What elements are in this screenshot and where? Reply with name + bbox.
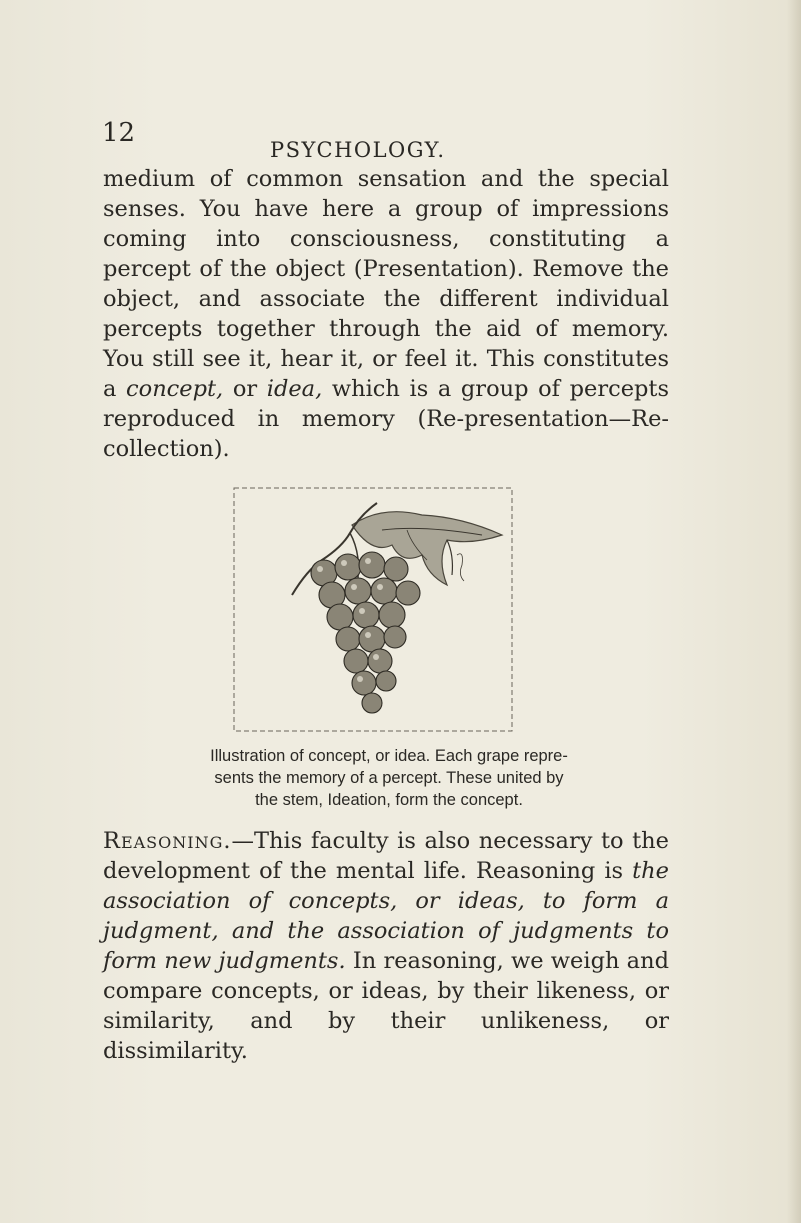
- caption-line: Illustration of concept, or idea. Each grape repre-: [210, 747, 568, 765]
- paragraph-concept: [103, 164, 669, 464]
- paragraph2-text-end: In reasoning, we weigh and compare concepts, or ideas, by their likeness, or similarity, and by their unlikeness, or dissimilarity.: [103, 948, 669, 1064]
- page-edge-shadow: [787, 0, 801, 1223]
- term-idea: idea,: [266, 376, 323, 402]
- term-concept: concept,: [126, 376, 224, 402]
- reasoning-definition: the association of concepts, or ideas, to form a judgment, and the association of judgments to form new judgments.: [103, 858, 669, 974]
- paragraph1-text-start: medium of common sensation and the special senses. You have here a group of impressions coming into consciousness, constituting a percept of the object (Presentation). Remove the object, and associate the different individual percepts together through the aid of memory. You still see it, hear it, or feel it. This constitutes a: [103, 166, 669, 402]
- caption-line: the stem, Ideation, form the concept.: [255, 791, 523, 809]
- heading-dash: —: [231, 828, 255, 854]
- grapes-icon: [311, 552, 420, 713]
- paragraph1-or: or: [223, 376, 267, 402]
- caption-line: sents the memory of a percept. These united by: [214, 769, 564, 787]
- paragraph-reasoning: [103, 826, 669, 1066]
- grape-cluster-illustration: [232, 485, 514, 735]
- figure-caption: [142, 745, 636, 811]
- page-number: 12: [102, 118, 136, 148]
- section-heading-reasoning: Reasoning.: [103, 828, 232, 854]
- paragraph1-text-end: which is a group of percepts reproduced in memory (Re-presentation—Re-collection).: [103, 376, 669, 462]
- running-head: PSYCHOLOGY.: [270, 138, 446, 162]
- paragraph2-text-start: This faculty is also necessary to the development of the mental life. Reasoning is: [103, 828, 669, 884]
